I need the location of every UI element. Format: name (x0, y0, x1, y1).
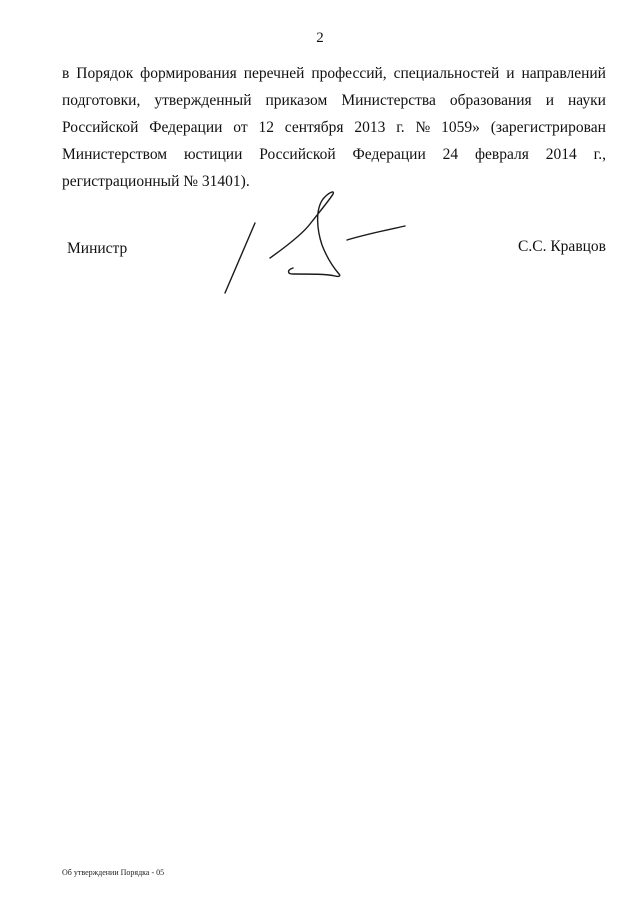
word: от (233, 119, 248, 136)
word: профессий, (311, 65, 387, 82)
word: г., (593, 146, 606, 163)
handwritten-signature (215, 190, 410, 300)
word: 2013 (354, 119, 386, 136)
footer-note: Об утверждении Порядка - 05 (62, 868, 165, 877)
word: подготовки, (62, 92, 141, 109)
word: Федерации (149, 119, 223, 136)
word: Российской (62, 119, 139, 136)
word: Российской (259, 146, 336, 163)
word: 1059» (441, 119, 480, 136)
word: 2014 (545, 146, 577, 163)
paragraph-line-3 (62, 114, 606, 141)
word: юстиции (183, 146, 243, 163)
word: формирования (140, 65, 237, 82)
word: (зарегистрирован (490, 119, 606, 136)
body-paragraph (62, 60, 606, 195)
word: 12 (258, 119, 274, 136)
word: специальностей (393, 65, 500, 82)
page-number: 2 (316, 30, 324, 46)
word: Министерством (62, 146, 168, 163)
word: перечней (243, 65, 305, 82)
word: Министерства (341, 92, 436, 109)
word: 24 (442, 146, 459, 163)
word: утвержденный (154, 92, 252, 109)
signer-position: Министр (67, 240, 128, 257)
word: регистрационный № 31401). (62, 173, 250, 190)
word: направлений (521, 65, 606, 82)
word: и (545, 92, 554, 109)
signer-name: С.С. Кравцов (518, 238, 606, 255)
word: Порядок (76, 65, 134, 82)
word: февраля (474, 146, 529, 163)
word: сентября (284, 119, 344, 136)
word: образования (449, 92, 532, 109)
word: № (415, 119, 431, 136)
word: г. (396, 119, 405, 136)
word: приказом (265, 92, 328, 109)
word: и (506, 65, 515, 82)
word: Федерации (352, 146, 426, 163)
paragraph-line-2 (62, 87, 606, 114)
paragraph-line-1 (62, 60, 606, 87)
paragraph-line-4 (62, 141, 606, 168)
word: в (62, 65, 70, 82)
word: науки (567, 92, 606, 109)
